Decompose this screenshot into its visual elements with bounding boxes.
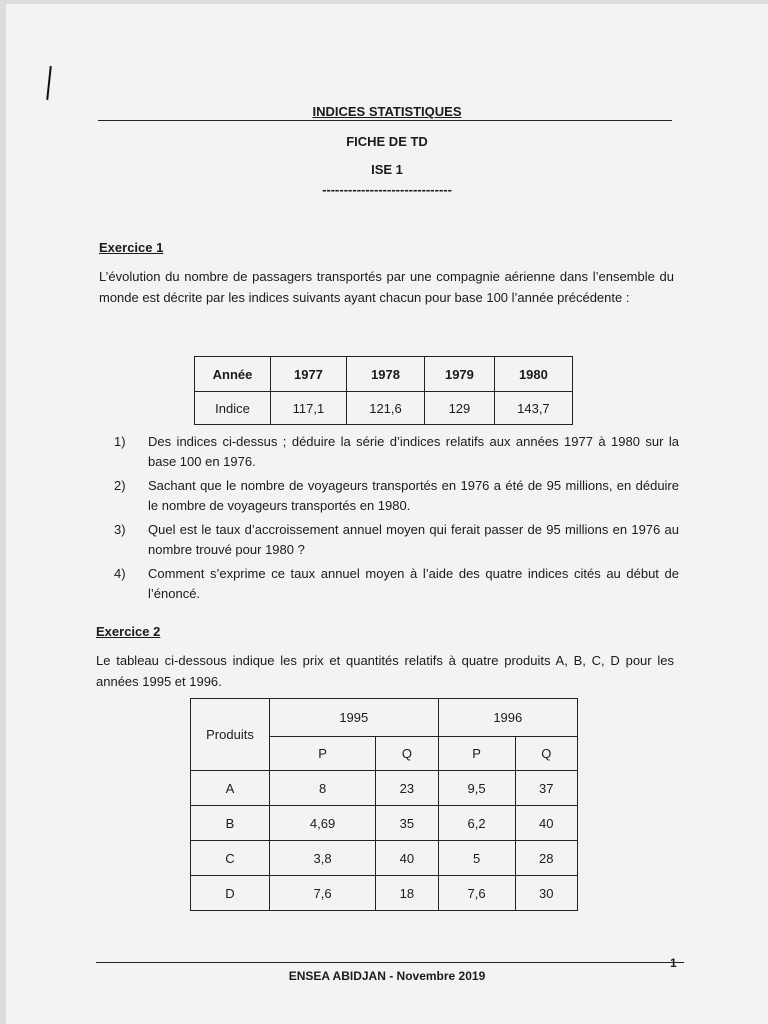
index-cell: 121,6 bbox=[346, 392, 424, 425]
row-header-index: Indice bbox=[195, 392, 271, 425]
sub-header: Q bbox=[515, 737, 577, 771]
exercise2-title: Exercice 2 bbox=[96, 624, 161, 639]
value-cell: 4,69 bbox=[270, 806, 376, 841]
year-header: 1995 bbox=[270, 699, 439, 737]
question-item: 1) Des indices ci-dessus ; déduire la série d’indices relatifs aux années 1977 à 1980 sur la base 100 en 1976. bbox=[114, 434, 679, 469]
document-page bbox=[6, 4, 768, 1024]
footer-rule bbox=[96, 962, 684, 963]
value-cell: 18 bbox=[376, 876, 438, 911]
page-number: 1 bbox=[670, 956, 677, 970]
value-cell: 23 bbox=[376, 771, 438, 806]
sub-header: P bbox=[438, 737, 515, 771]
year-cell: 1977 bbox=[271, 357, 347, 392]
pen-mark bbox=[46, 66, 52, 100]
table-row bbox=[191, 771, 578, 806]
document-title: INDICES STATISTIQUES bbox=[312, 104, 462, 119]
exercise1-title: Exercice 1 bbox=[99, 240, 164, 255]
index-cell: 117,1 bbox=[271, 392, 347, 425]
value-cell: 30 bbox=[515, 876, 577, 911]
year-cell: 1978 bbox=[346, 357, 424, 392]
value-cell: 37 bbox=[515, 771, 577, 806]
question-item: 2) Sachant que le nombre de voyageurs transportés en 1976 a été de 95 millions, en déduire le nombre de voyageurs transportés en 1980. bbox=[114, 478, 679, 513]
value-cell: 35 bbox=[376, 806, 438, 841]
product-cell: B bbox=[191, 806, 270, 841]
value-cell: 8 bbox=[270, 771, 376, 806]
table-row bbox=[191, 806, 578, 841]
sub-header: Q bbox=[376, 737, 438, 771]
exercise2-table bbox=[190, 698, 578, 911]
value-cell: 7,6 bbox=[270, 876, 376, 911]
document-subtitle: FICHE DE TD bbox=[346, 134, 428, 149]
index-cell: 143,7 bbox=[494, 392, 572, 425]
row-header-year: Année bbox=[195, 357, 271, 392]
document-level: ISE 1 bbox=[371, 162, 403, 177]
value-cell: 40 bbox=[515, 806, 577, 841]
title-rule bbox=[98, 120, 672, 121]
value-cell: 9,5 bbox=[438, 771, 515, 806]
year-cell: 1979 bbox=[425, 357, 495, 392]
year-header: 1996 bbox=[438, 699, 577, 737]
year-cell: 1980 bbox=[494, 357, 572, 392]
value-cell: 7,6 bbox=[438, 876, 515, 911]
sub-header: P bbox=[270, 737, 376, 771]
product-cell: C bbox=[191, 841, 270, 876]
index-cell: 129 bbox=[425, 392, 495, 425]
exercise1-intro: L’évolution du nombre de passagers transportés par une compagnie aérienne dans l’ensemble du monde est décrite par les indices suivants ayant chacun pour base 100 l’année précédente : bbox=[99, 269, 674, 305]
question-item: 4) Comment s’exprime ce taux annuel moyen à l’aide des quatre indices cités au début de l’énoncé. bbox=[114, 566, 679, 601]
corner-header: Produits bbox=[191, 699, 270, 771]
exercise2-intro: Le tableau ci-dessous indique les prix et quantités relatifs à quatre produits A, B, C, D pour les années 1995 et 1996. bbox=[96, 653, 674, 689]
value-cell: 3,8 bbox=[270, 841, 376, 876]
product-cell: D bbox=[191, 876, 270, 911]
value-cell: 6,2 bbox=[438, 806, 515, 841]
table-row bbox=[191, 841, 578, 876]
product-cell: A bbox=[191, 771, 270, 806]
table-row bbox=[191, 876, 578, 911]
exercise1-questions bbox=[114, 432, 679, 608]
header-separator: ------------------------------ bbox=[322, 182, 452, 197]
value-cell: 40 bbox=[376, 841, 438, 876]
footer-text: ENSEA ABIDJAN - Novembre 2019 bbox=[288, 969, 486, 983]
value-cell: 5 bbox=[438, 841, 515, 876]
question-item: 3) Quel est le taux d’accroissement annuel moyen qui ferait passer de 95 millions en 1976 au nombre trouvé pour 1980 ? bbox=[114, 522, 679, 557]
exercise1-table bbox=[194, 356, 573, 425]
value-cell: 28 bbox=[515, 841, 577, 876]
